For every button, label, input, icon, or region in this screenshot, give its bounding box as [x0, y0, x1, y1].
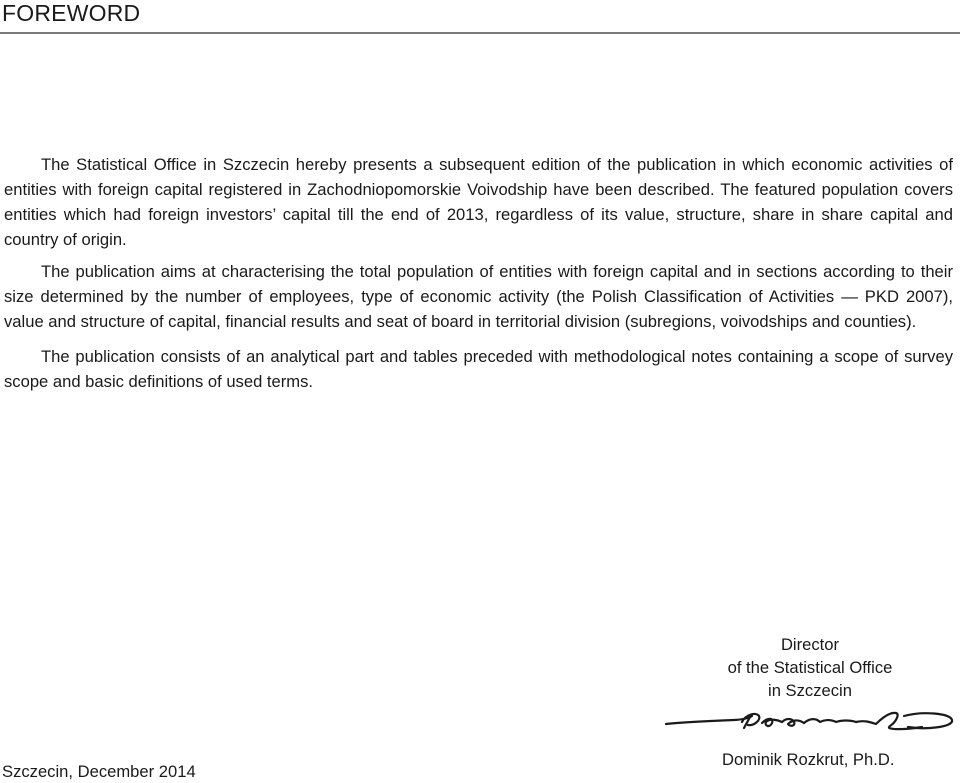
- header-divider: [0, 32, 960, 34]
- page-header: [0, 0, 960, 36]
- page-title: FOREWORD: [2, 0, 141, 26]
- paragraph-3: The publication consists of an analytical part and tables preceded with methodological notes containing a scope of survey scope and basic definitions of used terms.: [4, 347, 953, 391]
- paragraph-2: The publication aims at characterising the total population of entities with foreign capital and in sections according to their size determined by the number of employees, type of economic activity (the Polish Classification of Activities — PKD 2007), value and structure of capital, financial results and seat of board in territorial division (subregions, voivodships and counties).: [4, 262, 953, 331]
- paragraph-1: The Statistical Office in Szczecin hereby presents a subsequent edition of the publication in which economic activities of entities with foreign capital registered in Zachodniopomorskie Voivodship have been described. The featured population covers entities which had foreign investors’ capital till the end of 2013, regardless of its value, structure, share in share capital and country of origin.: [4, 155, 953, 249]
- place-and-date: Szczecin, December 2014: [2, 762, 196, 781]
- signer-name: Dominik Rozkrut, Ph.D.: [722, 750, 895, 769]
- signature-title-block: [690, 633, 930, 702]
- foreword-body: [4, 152, 953, 401]
- signer-title-line-3: in Szczecin: [768, 681, 852, 700]
- handwritten-signature: [664, 708, 956, 736]
- signer-title-line-1: Director: [780, 635, 840, 654]
- signer-title-line-2: of the Statistical Office: [727, 658, 893, 677]
